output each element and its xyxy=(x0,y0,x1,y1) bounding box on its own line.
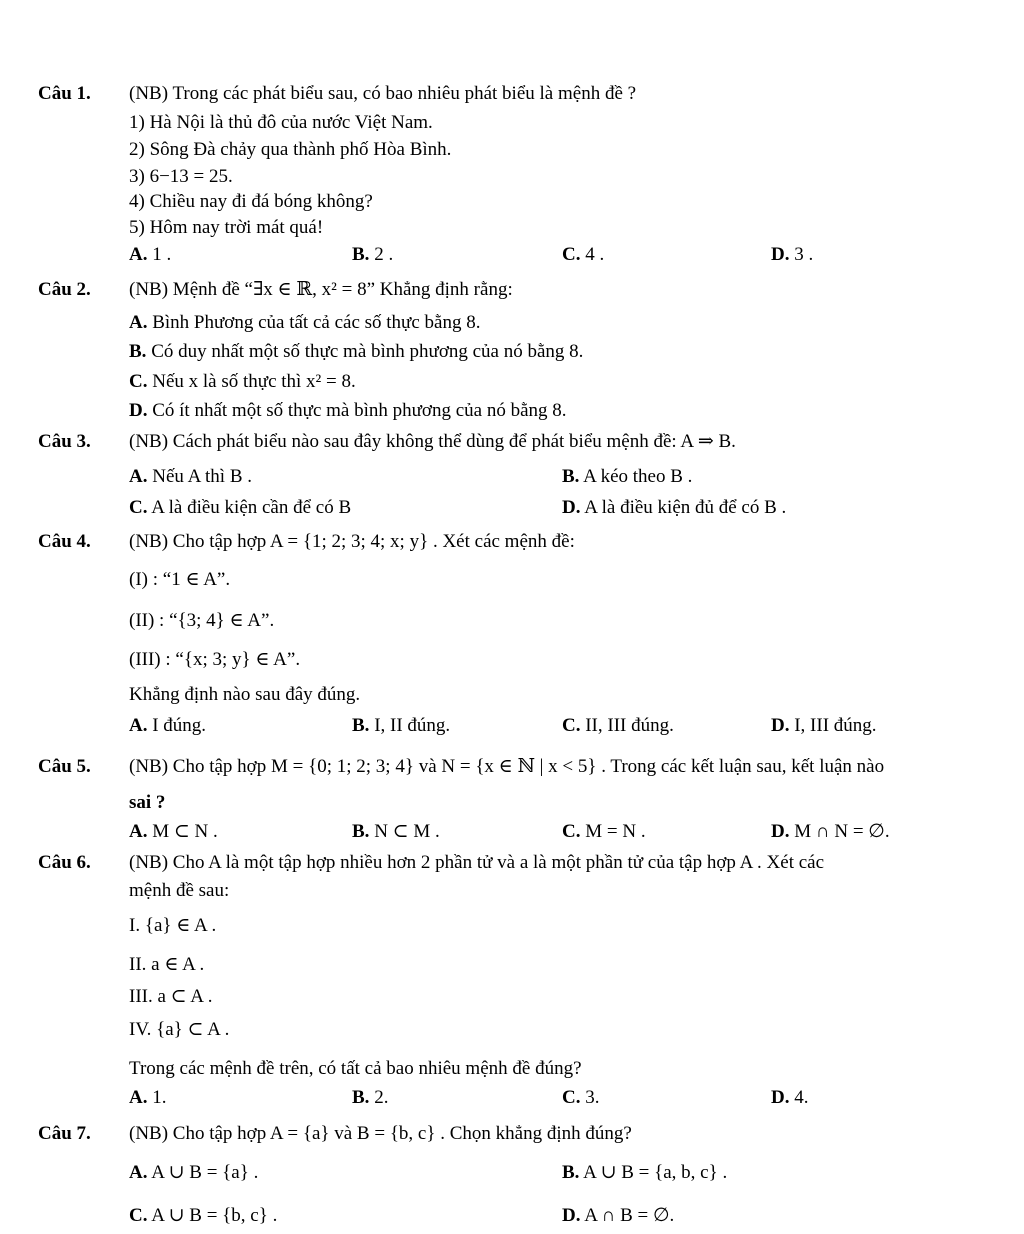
q7-option-b[interactable] xyxy=(562,1161,727,1185)
option-text: 4. xyxy=(794,1087,809,1108)
option-text: A ∪ B = {a, b, c} . xyxy=(583,1162,728,1183)
q6-number: Câu 6. xyxy=(38,852,91,873)
q3-option-b[interactable] xyxy=(562,465,692,489)
q4-statement-3: (III) : “{x; 3; y} ∈ A”. xyxy=(129,649,301,670)
q4-option-a[interactable] xyxy=(129,714,206,738)
option-label: D. xyxy=(129,400,148,421)
q6-option-a[interactable] xyxy=(129,1086,166,1110)
option-text: 1 . xyxy=(152,244,172,265)
option-label: D. xyxy=(771,821,790,842)
option-text: A là điều kiện cần để có B xyxy=(151,497,352,518)
option-text: M ∩ N = ∅. xyxy=(794,821,890,842)
option-text: N ⊂ M . xyxy=(374,821,440,842)
q1-item-1: 1) Hà Nội là thủ đô của nước Việt Nam. xyxy=(129,112,433,133)
q5-option-a[interactable] xyxy=(129,820,218,844)
q3-option-d[interactable] xyxy=(562,496,786,520)
option-label: D. xyxy=(562,497,581,518)
q5-option-d[interactable] xyxy=(771,820,890,844)
option-text: I, III đúng. xyxy=(794,715,877,736)
q3-option-a[interactable] xyxy=(129,465,252,489)
option-text: 3. xyxy=(585,1087,600,1108)
option-label: D. xyxy=(771,1087,790,1108)
q6-statement-3: III. a ⊂ A . xyxy=(129,986,213,1007)
q5-stem-continued: sai ? xyxy=(129,792,166,813)
option-label: A. xyxy=(129,244,148,265)
q5-option-c[interactable] xyxy=(562,820,646,844)
option-label: A. xyxy=(129,312,148,333)
q1-option-c[interactable] xyxy=(562,243,604,267)
q7-option-c[interactable] xyxy=(129,1204,277,1228)
q2-option-c[interactable] xyxy=(129,370,356,394)
q1-stem: (NB) Trong các phát biểu sau, có bao nhiêu phát biểu là mệnh đề ? xyxy=(129,83,637,104)
option-label: C. xyxy=(562,1087,581,1108)
option-text: A ∩ B = ∅. xyxy=(584,1205,675,1226)
option-label: B. xyxy=(352,1087,370,1108)
q6-stem-continued: mệnh đề sau: xyxy=(129,880,230,901)
q2-stem: (NB) Mệnh đề “∃x ∈ ℝ, x² = 8” Khẳng định rằng: xyxy=(129,279,513,300)
option-text: A ∪ B = {a} . xyxy=(151,1162,259,1183)
option-label: A. xyxy=(129,1087,148,1108)
option-label: C. xyxy=(129,497,148,518)
option-text: I đúng. xyxy=(152,715,207,736)
q4-prompt-text: Khẳng định nào sau đây đúng. xyxy=(129,684,361,705)
option-label: B. xyxy=(129,341,147,362)
option-text: Nếu x là số thực thì x² = 8. xyxy=(152,371,356,392)
option-text: 1. xyxy=(152,1087,167,1108)
q1-option-b[interactable] xyxy=(352,243,393,267)
option-label: C. xyxy=(129,1205,148,1226)
q6-option-d[interactable] xyxy=(771,1086,808,1110)
q6-prompt: Trong các mệnh đề trên, có tất cả bao nhiêu mệnh đề đúng? xyxy=(129,1058,582,1079)
option-label: A. xyxy=(129,821,148,842)
q1-number: Câu 1. xyxy=(38,83,91,104)
q2-option-d[interactable] xyxy=(129,399,567,423)
q7-stem: (NB) Cho tập hợp A = {a} và B = {b, c} . Chọn khẳng định đúng? xyxy=(129,1123,632,1144)
q6-statement-2: II. a ∈ A . xyxy=(129,954,205,975)
option-label: A. xyxy=(129,715,148,736)
option-label: D. xyxy=(562,1205,581,1226)
option-text: A kéo theo B . xyxy=(583,466,693,487)
option-label: B. xyxy=(562,466,580,487)
q4-stem: (NB) Cho tập hợp A = {1; 2; 3; 4; x; y} . Xét các mệnh đề: xyxy=(129,531,575,552)
q4-option-b[interactable] xyxy=(352,714,450,738)
q6-option-c[interactable] xyxy=(562,1086,599,1110)
q3-number: Câu 3. xyxy=(38,431,91,452)
q2-option-b[interactable] xyxy=(129,340,583,364)
q2-option-a[interactable] xyxy=(129,311,480,335)
option-text: 4 . xyxy=(585,244,605,265)
option-text: 2. xyxy=(374,1087,389,1108)
option-label: D. xyxy=(771,715,790,736)
q5-option-b[interactable] xyxy=(352,820,440,844)
option-label: C. xyxy=(129,371,148,392)
option-label: A. xyxy=(129,466,148,487)
q3-option-c[interactable] xyxy=(129,496,351,520)
option-text: M = N . xyxy=(585,821,646,842)
option-text: II, III đúng. xyxy=(585,715,674,736)
q4-statement-1: (I) : “1 ∈ A”. xyxy=(129,569,231,590)
q6-stem: (NB) Cho A là một tập hợp nhiều hơn 2 phần tử và a là một phần tử của tập hợp A . Xét các xyxy=(129,852,825,873)
option-text: 3 . xyxy=(794,244,814,265)
q6-option-b[interactable] xyxy=(352,1086,388,1110)
option-label: C. xyxy=(562,821,581,842)
option-text: Bình Phương của tất cả các số thực bằng 8. xyxy=(152,312,481,333)
q4-prompt xyxy=(129,683,360,707)
option-text: Có duy nhất một số thực mà bình phương của nó bằng 8. xyxy=(151,341,584,362)
q2-number: Câu 2. xyxy=(38,279,91,300)
option-text: 2 . xyxy=(374,244,394,265)
q5-number: Câu 5. xyxy=(38,756,91,777)
q7-number: Câu 7. xyxy=(38,1123,91,1144)
q4-option-c[interactable] xyxy=(562,714,674,738)
option-label: D. xyxy=(771,244,790,265)
q1-item-2: 2) Sông Đà chảy qua thành phố Hòa Bình. xyxy=(129,139,452,160)
option-label: B. xyxy=(352,821,370,842)
q1-item-4: 4) Chiều nay đi đá bóng không? xyxy=(129,191,373,212)
q1-option-d[interactable] xyxy=(771,243,813,267)
q4-number: Câu 4. xyxy=(38,531,91,552)
option-text: A ∪ B = {b, c} . xyxy=(151,1205,278,1226)
option-text: Nếu A thì B . xyxy=(152,466,252,487)
option-text: A là điều kiện đủ để có B . xyxy=(584,497,787,518)
q7-option-d[interactable] xyxy=(562,1204,674,1228)
q1-option-a[interactable] xyxy=(129,243,171,267)
q4-option-d[interactable] xyxy=(771,714,877,738)
q1-item-5: 5) Hôm nay trời mát quá! xyxy=(129,217,324,238)
q4-statement-2: (II) : “{3; 4} ∈ A”. xyxy=(129,610,275,631)
option-text: Có ít nhất một số thực mà bình phương của nó bằng 8. xyxy=(152,400,567,421)
option-text: I, II đúng. xyxy=(374,715,451,736)
option-label: C. xyxy=(562,715,581,736)
q6-statement-4: IV. {a} ⊂ A . xyxy=(129,1019,230,1040)
option-label: C. xyxy=(562,244,581,265)
option-label: B. xyxy=(352,244,370,265)
q6-statement-1: I. {a} ∈ A . xyxy=(129,915,217,936)
q7-option-a[interactable] xyxy=(129,1161,258,1185)
option-label: B. xyxy=(352,715,370,736)
option-label: A. xyxy=(129,1162,148,1183)
option-label: B. xyxy=(562,1162,580,1183)
option-text: M ⊂ N . xyxy=(152,821,218,842)
q5-stem: (NB) Cho tập hợp M = {0; 1; 2; 3; 4} và N = {x ∈ ℕ | x < 5} . Trong các kết luận sau, kết luận nào xyxy=(129,756,885,777)
q1-item-3: 3) 6−13 = 25. xyxy=(129,166,233,187)
q3-stem: (NB) Cách phát biểu nào sau đây không thể dùng để phát biểu mệnh đề: A ⇒ B. xyxy=(129,431,736,452)
